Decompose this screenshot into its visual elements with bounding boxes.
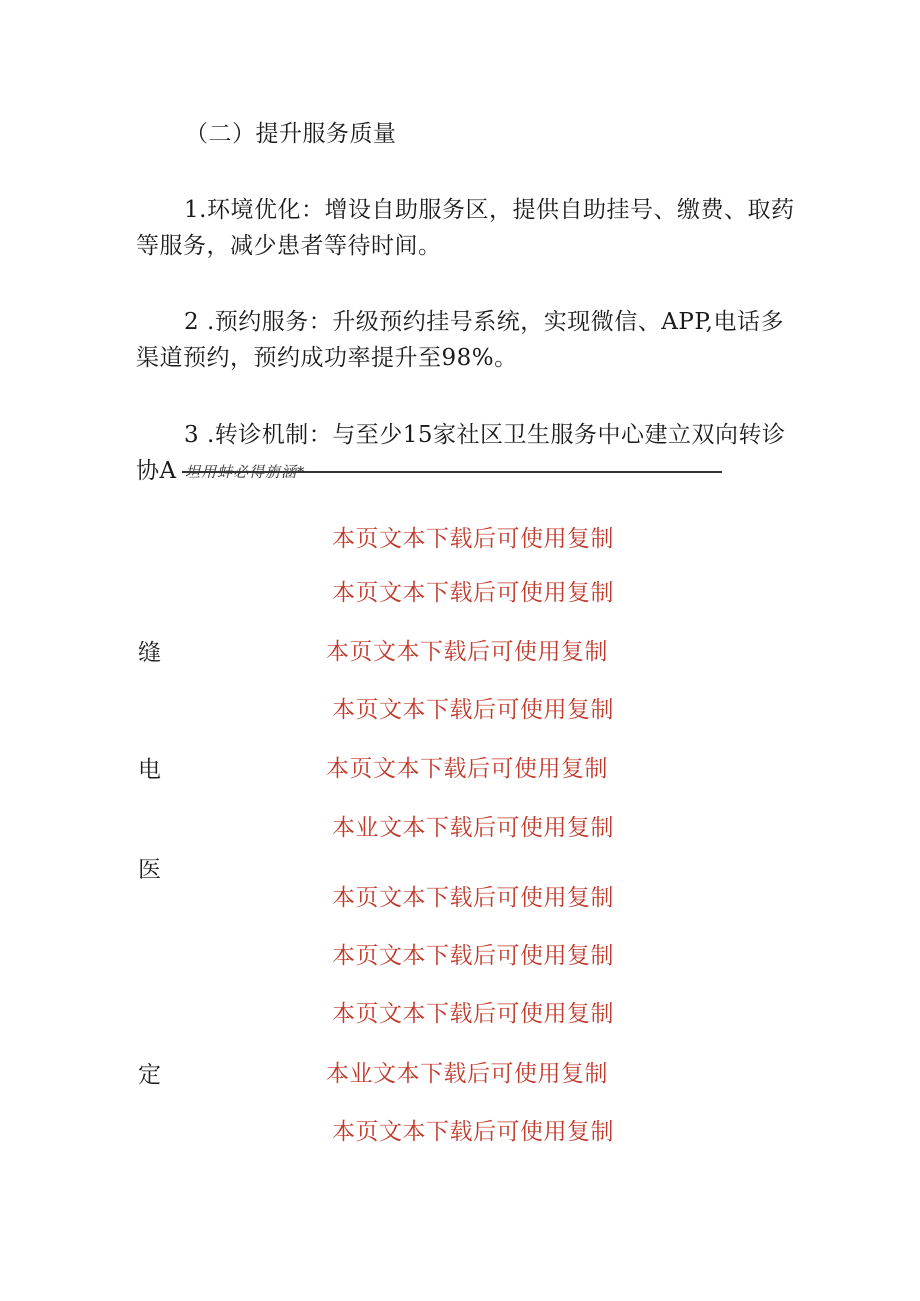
item-3-struck-text: 坦用蚌必得旃涵* — [185, 463, 306, 481]
item-1-line-1: 1.环境优化：增设自助服务区，提供自助挂号、缴费、取药 — [184, 197, 795, 223]
watermark-text: 本页文本下载后可使用复制 — [326, 639, 608, 665]
side-char: 电 — [138, 757, 161, 783]
item-3-line-2-start: 协A — [136, 458, 177, 484]
item-3-line-1: 3 .转诊机制：与至少15家社区卫生服务中心建立双向转诊 — [184, 422, 786, 448]
watermark-text: 本页文本下载后可使用复制 — [332, 1119, 614, 1145]
watermark-text: 本业文本下载后可使用复制 — [326, 1061, 608, 1087]
item-1-line-2: 等服务，减少患者等待时间。 — [136, 233, 442, 259]
watermark-text: 本页文本下载后可使用复制 — [332, 526, 614, 552]
watermark-text: 本页文本下载后可使用复制 — [326, 756, 608, 782]
item-2-line-1: 2 .预约服务：升级预约挂号系统，实现微信、APP,电话多 — [184, 309, 784, 335]
strike-line — [182, 471, 722, 473]
side-char: 定 — [138, 1062, 161, 1088]
watermark-text: 本页文本下载后可使用复制 — [332, 580, 614, 606]
watermark-text: 本页文本下载后可使用复制 — [332, 885, 614, 911]
item-2-line-2: 渠道预约，预约成功率提升至98%。 — [136, 345, 518, 371]
watermark-text: 本页文本下载后可使用复制 — [332, 697, 614, 723]
side-char: 医 — [138, 857, 161, 883]
watermark-text: 本页文本下载后可使用复制 — [332, 1001, 614, 1027]
section-heading: （二）提升服务质量 — [185, 121, 397, 147]
side-char: 缝 — [138, 640, 161, 666]
watermark-text: 本页文本下载后可使用复制 — [332, 943, 614, 969]
watermark-text: 本业文本下载后可使用复制 — [332, 815, 614, 841]
